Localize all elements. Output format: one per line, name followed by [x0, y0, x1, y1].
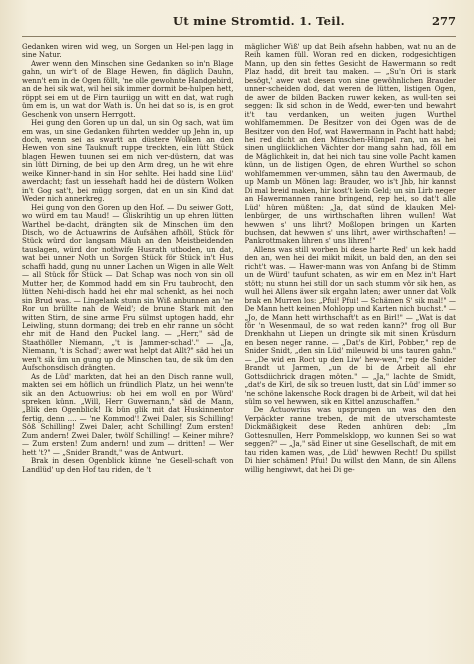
page-number: 277 [431, 14, 456, 28]
paragraph: Awer wenn den Minschen sine Gedanken so in'n Blage gahn, un wir't of de Blage Hewen, fin däglich Dauhn, wenn't em in de Ogen föllt, 'ne olle gewohnte Handgebird, an de hei sik wat, wil hei sik immer dormit be-hulpen hett, röppt sei em ut de Firn tauriigg un witt en dat, wat rugh üm em is, un wat dor Wath is. Un hei dat so is, is en grot Geschenk von unsern Herrgott. [22, 58, 234, 119]
paragraph: mäglicher Wiß' up dat Beih afsehn habben, wat nu an de Reih kamen füll. Woran red en dicken, rodgesichtigen Mann, up den sin fettes Gesicht de Hawermann so redt Plaz hadd, dit breit tau maken. — „Su'n Ori is stark besögt,' awer wat desen von sine gewöhnlichen Brauder unner-scheiden dod, dat weren de lütten, listigen Ogen, de awer de bilden Backen ruwer keken, as wull-ten sei seggen: Ik sid schon in de Wedd, ewer-ten und bewahrt it't tau verdanken, un weiten jugen Wurthel wohlfamemmen. De Besitzer von dei Ogen was de de Besitzer von den Hof, wat Hawermann in Pacht hatt habd; hei red dicht an den Minschen-Hümpel ran, un as hei sinen ungliicklichen Vächter dor mang sahn had, föll em de Mäglichkeit in, dat hei nich tau sine volle Pacht kamen künn, un de listigen Ogen, de ehren Wurthel so schon wohlfamemmen ver-ummen, sähn tau den Awermaub, de up Mamb un Mönen lag: Brauder, wo is't Jhb, hir kannst Di mal breid maken, hir kost't kein Geld; un sin Lirb neger an Hawermannen ranne bringend, rep hei, so dat't alle Lüd' hüren müßten: „Ja, dat sünd de klauken Mel-lenbürger, de uns wirthschaften lihren wullen! Wat hewwen s' uns lihrt? Moßlopen bringen un Karten buchsen, dat hewwen s' uns lihrt, awer wirthschaften! — Pankrottmaken lihren s' uns lihren!" [244, 43, 456, 246]
paragraph: Hei gung den Goren up un dal, un sin Og sach, wat üm em was, un sine Gedanken führten wedder up Jehn in, up doch, wenn sei as swartt an düstere Wolken an den Hewen von sine Tauknuft ruppe treckten, ein lütt Stück blagen Hewen tuunen sei em nich ver-düstern, dat was sin lütt Dirning, de bei up den Arm dreg, un he wit ehre weike Kinner-hand in sin Hor sehlte. Hei hadd sine Lüd' awerdacht; fast un iessehaft hadd hei de düstern Wolken in't Gog sat't, bei mügg sorgen, dat en un sin Kind dat Weder nich annerkreg. [22, 118, 234, 204]
text-columns [22, 43, 456, 655]
left-column [22, 43, 234, 655]
page-header [22, 14, 456, 37]
paragraph: De Actuowrius was upsprungen un was den den Verpäckter ranne treben, de mit de utverschamteste Dickmäßigkeit dese Reden anhüren deb: „Im Gottesnullen, Herr Pommelsklopp, wo kunnen Sei so wat seggen?" — „Ja," säd Einer ut sine Gesellschaft, de mit em tau riden kamen was, „de Lüd' hewwen Recht! Du spillst Di hier schämen! Pfui! Du willst den Mann, de sin Allens willig hengiwwt, dat hei Di ge- [244, 405, 456, 474]
running-title: Ut mine Stromtid. 1. Teil. [173, 14, 345, 28]
paragraph: As de Lüd' markten, dat hei an den Disch ranne wull, makten sei em höflich un fründlich Platz, un hei wenn'te sik an den Actuowrius: ob hei em woll en por Würd' spreken künn. „Will, Herr Guwernann," säd de Mann, „Blik den Ogenblick! Ik bün glik mit dat Huskinnentor fertig, denn .... — 'ne Kommod'! Zwei Daler, sis Schilling! Söß Schilling! Zwei Daler, acht Schilling! Zum ersten! Zum andern! Zwei Daler, twölf Schilling! — Keiner mihre? — Zum ersten! Zum andern! und zum — dritten! — Wer hett 't?" — „Snider Brandt," was de Antwurt. [22, 371, 234, 457]
paragraph: Gedanken wiren wid weg, un Sorgen un Hel-pen lagg in sine Natur. [22, 43, 234, 60]
paragraph: Allens was still worben bi dese harte Red' un kek hadd den an, wen hei dei mikit mikit, un bald den, an den sei richt't was. — Hawer-mann was von Anfang bi de Stimm un de Würd' taufunt schaten, as wir em en Mez in't Hart stött; nu stunn hei still dor un sach stumm vör sik hen, as wull hei Allens äwer sik ergahn laten; awer unner dat Volk brak en Murren los: „Pfui! Pfui! — Schämen S' sik mal!" — De Mann hett keinen Mohlopp und Karten nich buchst." — „Jo, de Mann hett wirthschaft't as en Birl!" — „Wat is dat för 'n Wesenmaul, de so wat reden kann?" frog oll Bur Drenkhahn ut Liepen un dringte sik mit sinen Krüsdurn en besen neger ranne. — „Dat's de Kirl, Pobber," rep de Snider Snidt, „den sin Lüd' mileuwid bi uns tauren gahn." — „De wid en Roct up den Liw' hew-wen," rep de Snider Brandt ut Jarmen, „un de bi de Arbeit all ehr Gottsdiichrick dragen möten." — „Ja," lachte de Smidt, „dat's de Kirl, de sik so treuen lustt, dat sin Lüd' immer so 'ne schöne lakensche Rock dragen bi de Arbeit, wil dat hei sülm so vel hewwen, sik en Kittel anzuschaffen." [244, 244, 456, 407]
right-column [245, 43, 457, 655]
paragraph: Hei gung von den Goren up den Hof. — Du seiwer Gott, wo würd em tau Maud! — Gliskrihtig un up ehren lütten Warthel be-dacht, drängten sik de Minschen üm den Disch, wo de Actuawrins de Aufsähen afhöll, Stück för Stück würd dor langsam Mäuh an den Meistbeidenden tauslagen, würd dor nothwife Husrath utboden, un dat, wat bei unner Noth un Sorgen Stück för Stück in't Hus schaffi hadd, gung nu unner Lachen un Wigen in alle Welt — all Stück för Stück — Dat Schap was noch von sin oll Mutter her, de Kommod hadd em sin Fru taubrocht, den lütten Nehi-disch hadd hei ehr mal schenkt, as hei noch sin Brud was. — Lingelank stunn sin Wiß anbunnen an 'ne Ror un brüllte nah de Weid'; de brune Stark mit den witten Stirn, de sine arme Fru sülmst uptogen hadd, ehr Leiwling, stunn dormang; dei treb en ehr ranne un söcht ehr mit de Hand den Puckel lang. — „Herr," säd de Staathöller Niemann, „'t is Jammer-schad'." — „Ja, Niemann, 't is Schad'; awer wat helpt dat Allt?" säd hei un wen't sik üm un gung up de Minschen tau, de sik üm den Aufschonsdisch drängten. [22, 202, 234, 373]
paragraph: Brak in desen Ogenblick künne 'ne Gesell-schaft von Landlüd' up den Hof tau riden, de 't [22, 456, 234, 474]
